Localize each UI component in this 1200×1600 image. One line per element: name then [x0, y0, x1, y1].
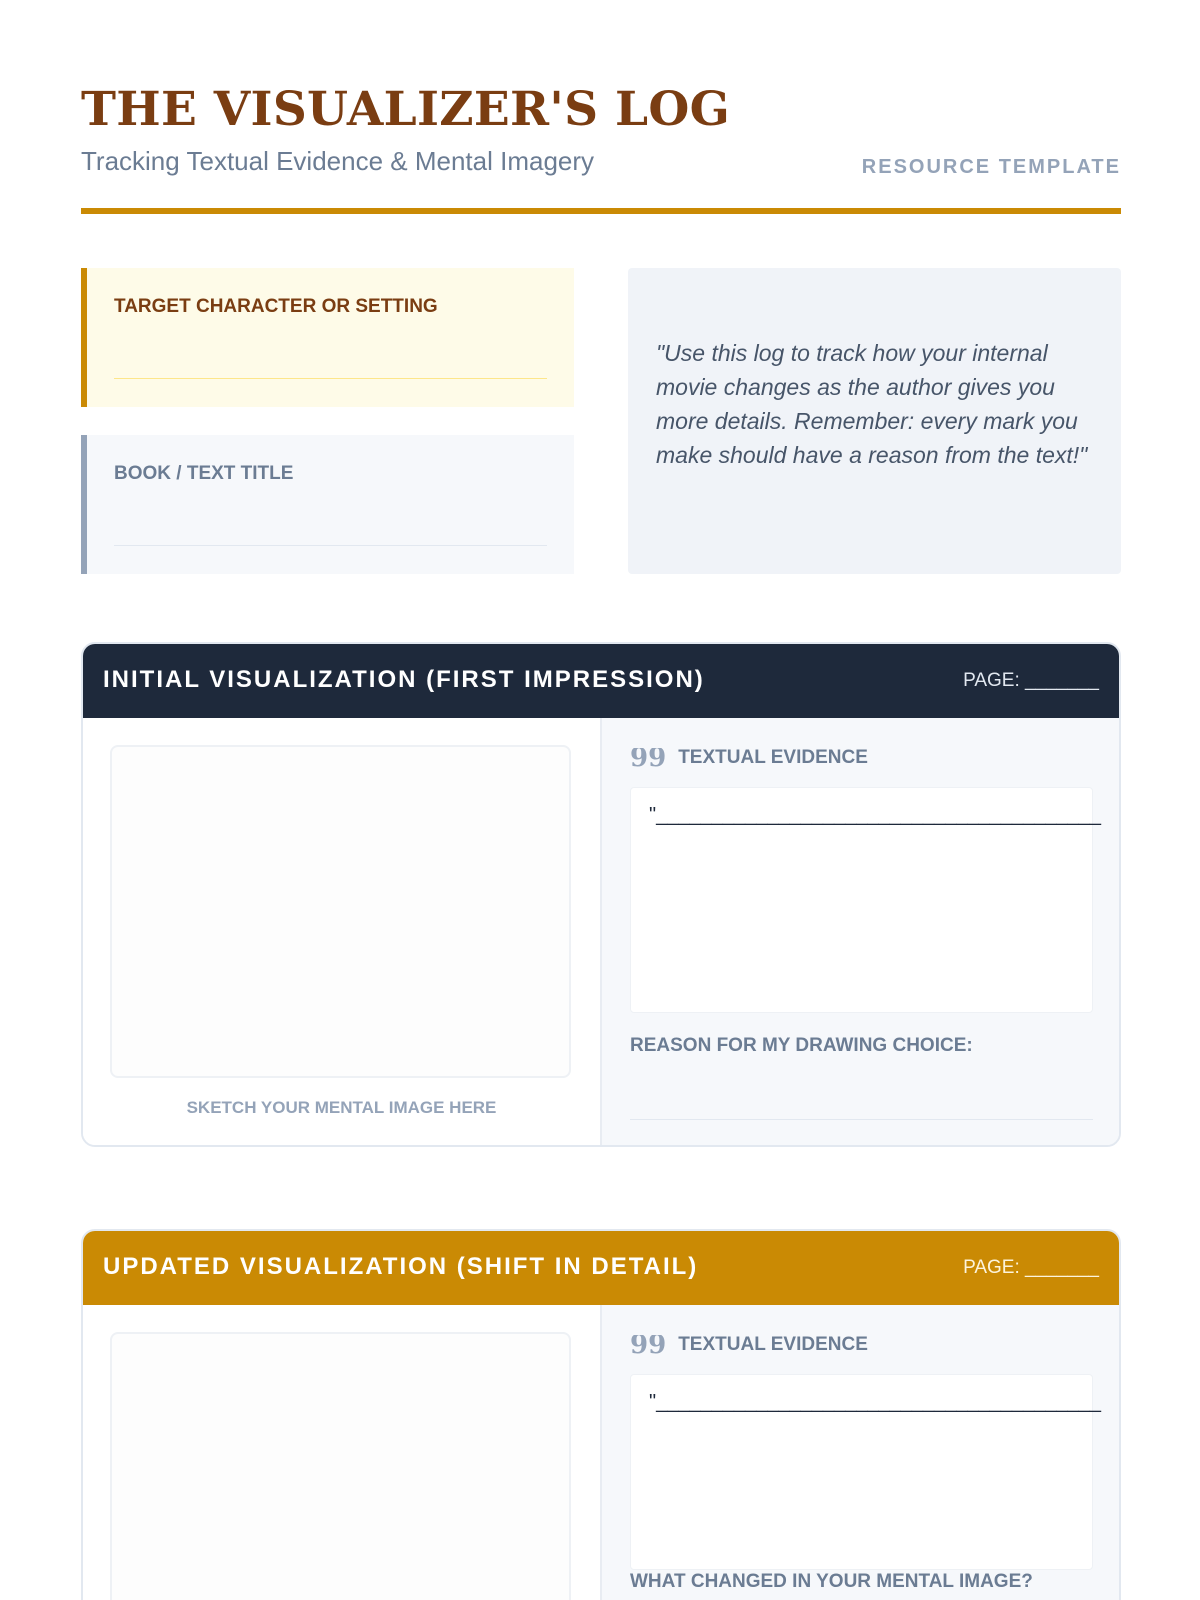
- target-character-write-line[interactable]: [114, 378, 547, 379]
- change-prompt-label: WHAT CHANGED IN YOUR MENTAL IMAGE?: [630, 1571, 1033, 1592]
- sketch-column: [83, 1305, 600, 1600]
- updated-visualization-card: [81, 1229, 1121, 1600]
- quote-icon: 99: [630, 1335, 667, 1355]
- page-title: THE VISUALIZER'S LOG: [81, 82, 731, 137]
- evidence-label: TEXTUAL EVIDENCE: [678, 1334, 868, 1355]
- evidence-heading: [630, 746, 868, 770]
- evidence-textbox[interactable]: [630, 787, 1102, 1013]
- evidence-column: [600, 718, 1119, 1145]
- card-title: UPDATED VISUALIZATION (SHIFT IN DETAIL): [103, 1253, 699, 1280]
- card-header: [83, 1231, 1119, 1305]
- quote-icon: 99: [630, 748, 667, 768]
- card-header: [83, 644, 1119, 718]
- sketch-area[interactable]: [110, 745, 571, 1078]
- evidence-heading: [630, 1333, 868, 1357]
- target-character-label: TARGET CHARACTER OR SETTING: [114, 296, 438, 317]
- book-title-field[interactable]: [81, 435, 574, 574]
- sketch-area[interactable]: [110, 1332, 571, 1600]
- card-title: INITIAL VISUALIZATION (FIRST IMPRESSION): [103, 666, 705, 693]
- evidence-label: TEXTUAL EVIDENCE: [678, 747, 868, 768]
- instructions-quote: "Use this log to track how your internal movie changes as the author gives you more details. Remember: every mark you make should have a reason from the text!": [656, 340, 1088, 468]
- sketch-caption: SKETCH YOUR MENTAL IMAGE HERE: [186, 1098, 497, 1117]
- book-title-write-line[interactable]: [114, 545, 547, 546]
- book-title-label: BOOK / TEXT TITLE: [114, 463, 294, 484]
- initial-visualization-card: [81, 642, 1121, 1147]
- header-divider: [81, 208, 1121, 214]
- evidence-column: [600, 1305, 1119, 1600]
- page-subtitle: Tracking Textual Evidence & Mental Imagery: [81, 146, 595, 176]
- target-character-field[interactable]: [81, 268, 574, 407]
- reason-write-line[interactable]: [630, 1119, 1093, 1120]
- evidence-blank-line: "________________________________________: [649, 804, 1102, 826]
- page-number-field[interactable]: PAGE: _______: [963, 1257, 1099, 1278]
- instructions-box: [628, 268, 1121, 574]
- reason-label: REASON FOR MY DRAWING CHOICE:: [630, 1035, 973, 1056]
- resource-tag: RESOURCE TEMPLATE: [861, 156, 1121, 178]
- sketch-column: [83, 718, 600, 1145]
- evidence-textbox[interactable]: [630, 1374, 1102, 1570]
- evidence-blank-line: "________________________________________: [649, 1391, 1102, 1413]
- page-number-field[interactable]: PAGE: _______: [963, 670, 1099, 691]
- page-header: [81, 80, 1121, 215]
